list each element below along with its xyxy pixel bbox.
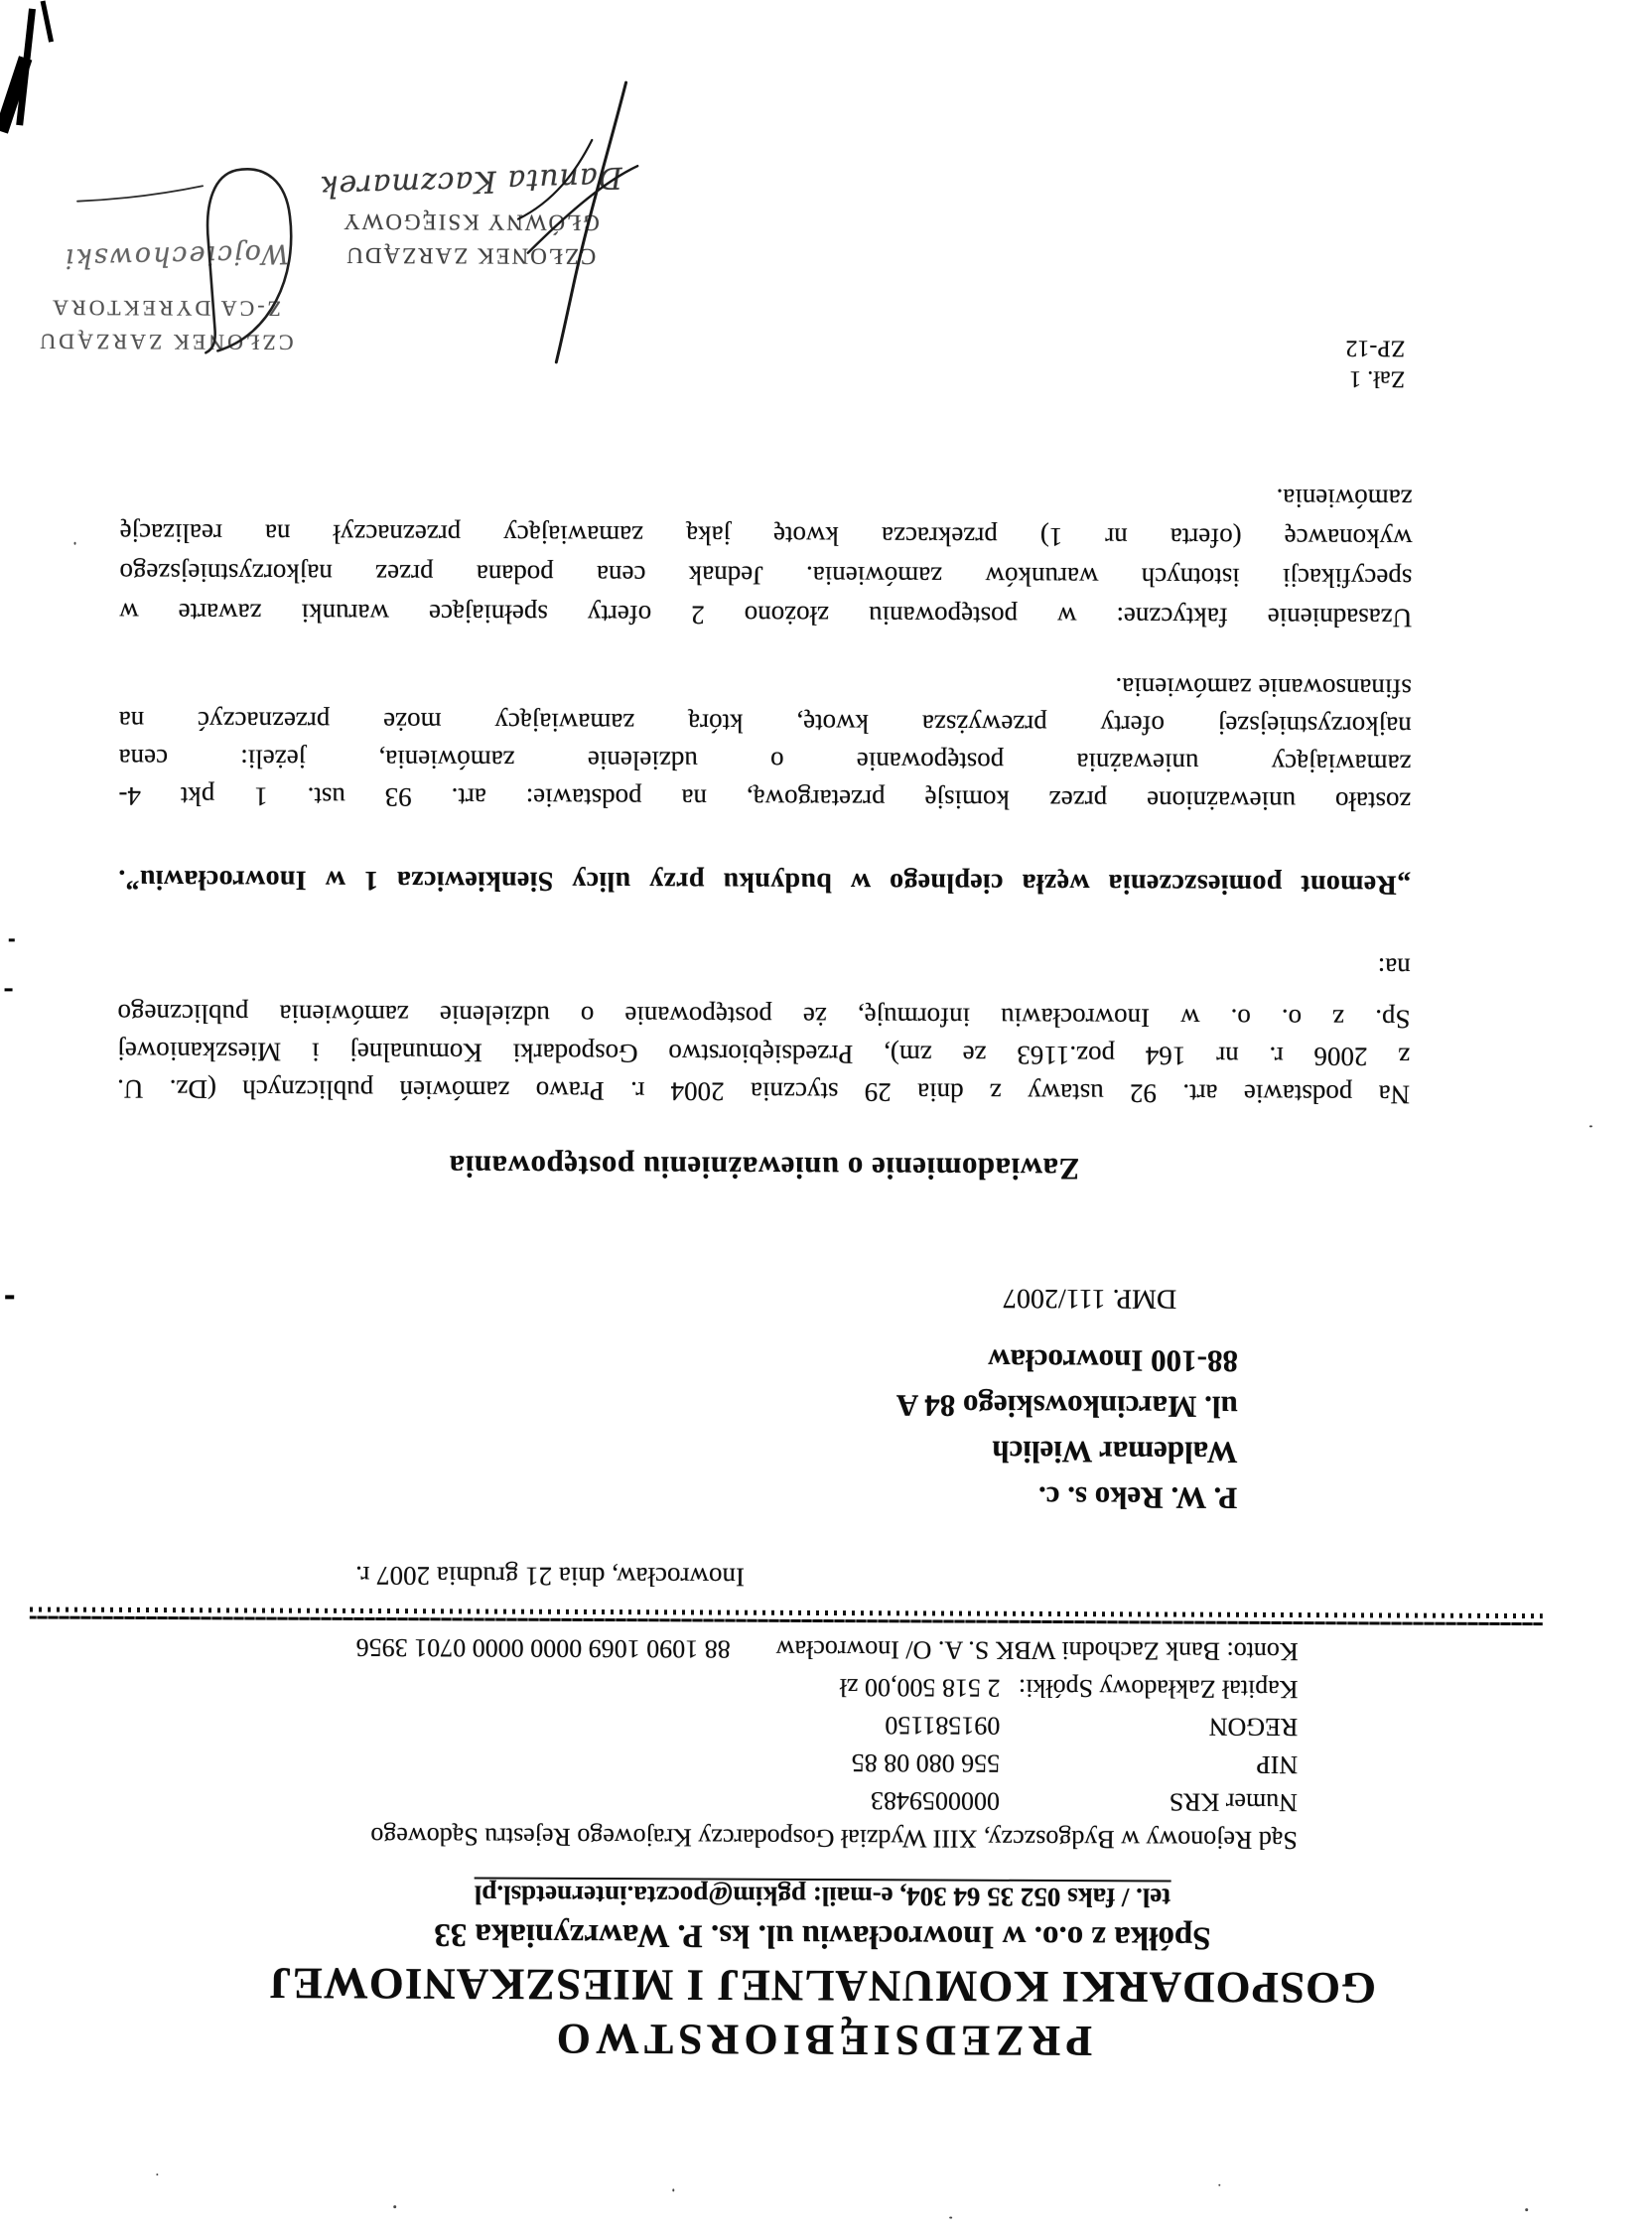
body-line: na: xyxy=(1377,952,1411,983)
bank-account-label: Konto: Bank Zachodni WBK S. A. O/ Inowrocław xyxy=(775,1634,1299,1667)
body-line: z 2006 r. nr 164 poz.1163 ze zm), Przedsiębiorstwo Gospodarki Komunalnej i Mieszkaniowej xyxy=(117,1036,1411,1072)
nip-label: NIP xyxy=(1256,1749,1299,1780)
scan-edge-mark xyxy=(5,1295,14,1299)
registry-court-line: Sąd Rejonowy w Bydgoszczy, XIII Wydział Gospodarczy Krajowego Rejestru Sądowego xyxy=(370,1822,1298,1856)
stamp-role-line: Z-CA DYREKTORA xyxy=(50,295,282,322)
scan-speck xyxy=(1589,1125,1592,1127)
letterhead xyxy=(0,1875,1649,2068)
body-line: Uzasadnienie faktyczne: w postępowaniu złożono 2 oferty spełniające warunki zawarte w xyxy=(119,597,1413,633)
body-line: zamówienia. xyxy=(1276,483,1413,514)
scan-corner-mark xyxy=(41,0,54,42)
scan-speck xyxy=(1525,2208,1528,2211)
attachment-note xyxy=(1345,332,1405,393)
stamp-name-accountant: Danuta Kaczmarek xyxy=(318,159,623,205)
separator-rule xyxy=(30,1606,1543,1626)
body-line: najkorzystniejszej oferty przewyższa kwotę, którą zamawiający może przeznaczyć na xyxy=(118,705,1412,742)
scan-edge-mark xyxy=(9,938,15,941)
registry-row-regon xyxy=(136,1707,1298,1742)
stamp-role-line: CZŁONEK ZARZĄDU xyxy=(344,242,597,269)
pen-loop-stroke xyxy=(15,143,314,362)
registry-block xyxy=(136,1631,1299,1855)
registry-row-nip xyxy=(136,1745,1298,1779)
scan-speck xyxy=(672,2188,674,2191)
capital-value: 2 518 500,00 zł xyxy=(839,1673,1001,1703)
paragraph-annulment xyxy=(118,664,1412,821)
scan-speck xyxy=(1218,2184,1220,2186)
recipient-block xyxy=(895,1336,1238,1520)
paragraph-legal-basis xyxy=(117,943,1411,1114)
scan-speck xyxy=(156,2173,158,2175)
attachment-label: Zał. 1 xyxy=(1349,365,1406,392)
paragraph-justification xyxy=(119,474,1413,638)
scan-speck xyxy=(949,2217,952,2219)
stamp-role-line: CZŁONEK ZARZĄDU xyxy=(37,329,294,355)
body-line: sfinansowanie zamówienia. xyxy=(1115,672,1412,704)
krs-value: 0000059483 xyxy=(870,1786,1001,1816)
bank-account-number: 88 1090 1069 0000 0000 0701 3956 xyxy=(355,1632,731,1664)
recipient-company: P. W. Reko s. c. xyxy=(1037,1479,1238,1516)
regon-label: REGON xyxy=(1208,1712,1299,1743)
date-line: Inowrocław, dnia 21 grudnia 2007 r. xyxy=(354,1560,746,1593)
scan-speck xyxy=(393,2205,396,2208)
subject-line: „Remont pomieszczenia węzła cieplnego w budynku przy ulicy Sienkiewicza 1 w Inowrocławiu”. xyxy=(117,863,1412,901)
body-line: wykonawcę (oferta nr 1) przekracza kwotę jaką zamawiający przeznaczył na realizację xyxy=(119,517,1413,554)
bank-account-line xyxy=(137,1631,1299,1666)
company-contact-line xyxy=(0,1875,1649,1917)
body-line: Sp. z o. o. w Inowrocławiu informuję, że postępowanie o udzielenie zamówienia publicznego xyxy=(117,998,1411,1035)
krs-label: Numer KRS xyxy=(1169,1787,1299,1818)
body-line: zamawiający unieważnia postępowanie o udzielenie zamówienia, jeżeli: cena xyxy=(118,743,1412,779)
capital-label: Kapitał Zakładowy Spółki: xyxy=(1018,1673,1299,1705)
attachment-form-number: ZP-12 xyxy=(1345,335,1406,361)
regon-value: 091581150 xyxy=(885,1711,1001,1741)
company-name-line2: GOSPODARKI KOMUNALNEJ I MIESZKANIOWEJ xyxy=(268,1958,1377,2014)
company-name-line1: PRZEDSIĘBIORSTWO xyxy=(551,2014,1093,2066)
recipient-street: ul. Marcinkowskiego 84 A xyxy=(895,1388,1238,1425)
scan-speck xyxy=(74,542,76,545)
body-line: Na podstawie art. 92 ustawy z dnia 29 stycznia 2004 r. Prawo zamówień publicznych (Dz. U. xyxy=(117,1073,1411,1110)
registry-row-krs xyxy=(136,1782,1298,1817)
reference-number: DMP. 111/2007 xyxy=(1002,1282,1177,1315)
scan-edge-mark xyxy=(5,988,13,991)
recipient-person: Waldemar Wielich xyxy=(992,1434,1238,1470)
recipient-city: 88-100 Inowrocław xyxy=(988,1342,1239,1379)
body-line: specyfikacji istotnych warunków zamówienia. Jednak cena podana przez najkorzystniejszego xyxy=(119,557,1413,594)
stamp-name-director: Wojciechowski xyxy=(63,237,290,274)
stamp-role-line: GŁÓWNY KSIĘGOWY xyxy=(342,209,600,235)
pen-signature-strokes xyxy=(444,68,683,376)
body-line: zostało unieważnione przez komisję przetargową, na podstawie: art. 93 ust. 1 pkt 4- xyxy=(118,780,1412,817)
document-title: Zawiadomienie o unieważnieniu postępowania xyxy=(449,1149,1080,1188)
nip-value: 556 080 08 85 xyxy=(851,1748,1001,1778)
registry-row-capital xyxy=(136,1669,1298,1704)
company-address-line: Spółka z o.o. w Inowrocławiu ul. ks. P. Wawrzyniaka 33 xyxy=(434,1916,1211,1956)
contact-text: tel. / faks 052 35 64 304, e-mail: pgkim@poczta.internetdsl.pl xyxy=(475,1877,1171,1912)
